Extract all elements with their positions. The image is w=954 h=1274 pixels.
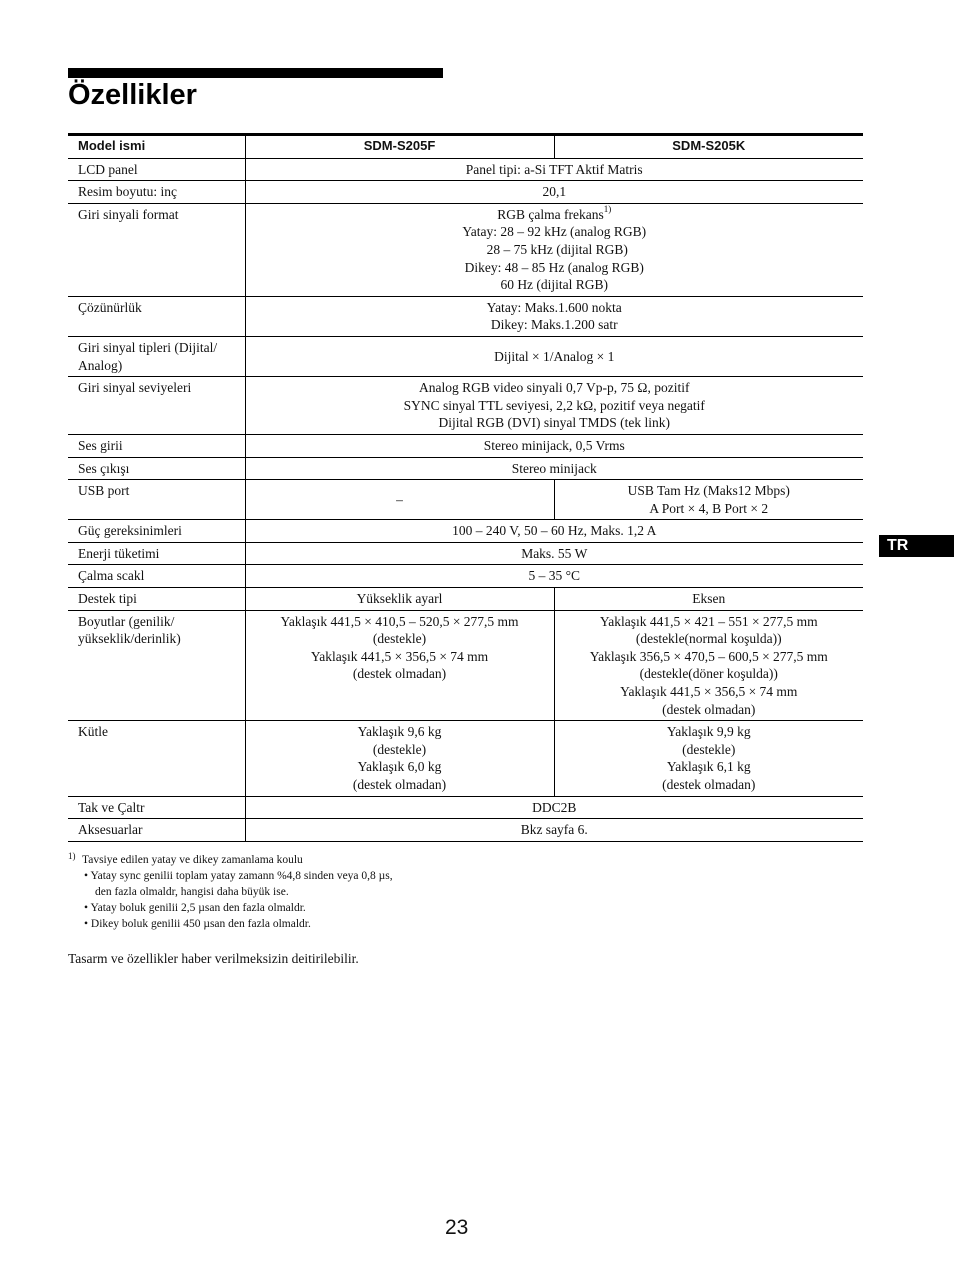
value-line: Yaklaşık 356,5 × 470,5 – 600,5 × 277,5 mm	[589, 648, 828, 664]
footnote-item: • Yatay boluk genilii 2,5 µsan den fazla olmaldr.	[84, 902, 306, 914]
row-label: Giri sinyal tipleri (Dijital/ Analog)	[68, 336, 245, 376]
footnote-head	[68, 852, 568, 868]
row-value-s205f: –	[245, 480, 554, 520]
table-row	[68, 520, 863, 543]
row-label: LCD panel	[68, 158, 245, 181]
value-line: SYNC sinyal TTL seviyesi, 2,2 kΩ, pozitif veya negatif	[403, 397, 705, 413]
row-value: Stereo minijack, 0,5 Vrms	[245, 434, 863, 457]
row-label: Resim boyutu: inç	[68, 181, 245, 204]
table-row	[68, 480, 863, 520]
page-title: Özellikler	[68, 79, 197, 111]
value-line: (destekle(döner koşulda))	[639, 666, 778, 682]
value-line: Yatay: Maks.1.600 nokta	[486, 299, 622, 315]
table-row	[68, 610, 863, 721]
value-line	[250, 206, 860, 224]
table-row	[68, 565, 863, 588]
value-line: Yaklaşık 441,5 × 421 – 551 × 277,5 mm	[599, 613, 818, 629]
header-sdm-s205k: SDM-S205K	[554, 135, 863, 159]
value-line: (destekle(normal koşulda))	[635, 631, 782, 647]
value-line: Dikey: Maks.1.200 satr	[490, 317, 618, 333]
row-label: Boyutlar (genilik/ yükseklik/derinlik)	[68, 610, 245, 721]
table-row	[68, 721, 863, 796]
row-label: Giri sinyal seviyeleri	[68, 377, 245, 435]
table-row	[68, 796, 863, 819]
table-row	[68, 296, 863, 336]
value-line: Analog RGB video sinyali 0,7 Vp-p, 75 Ω, pozitif	[419, 380, 690, 396]
value-line: (destekle)	[372, 741, 427, 757]
row-value-s205f: Yükseklik ayarl	[245, 588, 554, 611]
value-line: A Port × 4, B Port × 2	[649, 500, 769, 516]
row-value: Maks. 55 W	[245, 542, 863, 565]
row-label: Giri sinyali format	[68, 203, 245, 296]
row-value-s205f	[245, 721, 554, 796]
footnote-mark: 1)	[68, 851, 76, 861]
title-rule	[68, 68, 443, 78]
language-tab: TR	[879, 535, 954, 557]
row-label: USB port	[68, 480, 245, 520]
table-row	[68, 434, 863, 457]
table-row	[68, 158, 863, 181]
table-row	[68, 457, 863, 480]
value-line: (destek olmadan)	[662, 701, 756, 717]
row-value: 5 – 35 °C	[245, 565, 863, 588]
row-value: Dijital × 1/Analog × 1	[245, 336, 863, 376]
footnote-item: • Yatay sync genilii toplam yatay zamann %4,8 sinden veya 0,8 µs,	[84, 870, 393, 882]
row-label: Destek tipi	[68, 588, 245, 611]
value-line: 28 – 75 kHz (dijital RGB)	[486, 241, 628, 257]
table-row	[68, 588, 863, 611]
value-line: Yaklaşık 441,5 × 356,5 × 74 mm	[620, 684, 798, 700]
row-value	[245, 296, 863, 336]
table-row	[68, 542, 863, 565]
row-value-s205k	[554, 721, 863, 796]
footnotes	[68, 852, 568, 932]
value-line: (destekle)	[682, 741, 736, 757]
row-label: Aksesuarlar	[68, 819, 245, 842]
value-line: (destek olmadan)	[352, 666, 447, 682]
row-value: 20,1	[245, 181, 863, 204]
row-value: Bkz sayfa 6.	[245, 819, 863, 842]
row-label: Tak ve Çaltr	[68, 796, 245, 819]
value-text: RGB çalma frekans	[497, 206, 604, 222]
row-value: 100 – 240 V, 50 – 60 Hz, Maks. 1,2 A	[245, 520, 863, 543]
header-model-name: Model ismi	[68, 135, 245, 159]
footnote-item-continued: den fazla olmaldr, hangisi daha büyük ise.	[95, 886, 289, 898]
page-number: 23	[445, 1216, 469, 1239]
row-value	[245, 203, 863, 296]
specifications-table	[68, 133, 863, 842]
footnote-item: • Dikey boluk genilii 450 µsan den fazla olmaldr.	[84, 918, 311, 930]
value-line: Yaklaşık 441,5 × 410,5 – 520,5 × 277,5 mm	[280, 613, 519, 629]
row-label: Güç gereksinimleri	[68, 520, 245, 543]
footnote-ref: 1)	[603, 204, 612, 215]
disclaimer-note: Tasarm ve özellikler haber verilmeksizin deitirilebilir.	[68, 951, 359, 966]
table-row	[68, 336, 863, 376]
row-label: Çözünürlük	[68, 296, 245, 336]
table-row	[68, 181, 863, 204]
value-line: Dijital RGB (DVI) sinyal TMDS (tek link)	[438, 415, 670, 431]
row-value	[245, 377, 863, 435]
value-line: Yaklaşık 441,5 × 356,5 × 74 mm	[310, 648, 489, 664]
row-label: Enerji tüketimi	[68, 542, 245, 565]
table-header-row	[68, 135, 863, 159]
table-row	[68, 377, 863, 435]
footnote-text: Tavsiye edilen yatay ve dikey zamanlama koulu	[82, 854, 303, 866]
row-value: DDC2B	[245, 796, 863, 819]
row-value: Panel tipi: a-Si TFT Aktif Matris	[245, 158, 863, 181]
value-line: Yatay: 28 – 92 kHz (analog RGB)	[462, 224, 647, 240]
value-line: Dikey: 48 – 85 Hz (analog RGB)	[464, 259, 644, 275]
value-line: 60 Hz (dijital RGB)	[500, 277, 609, 293]
row-value-s205k	[554, 480, 863, 520]
header-sdm-s205f: SDM-S205F	[245, 135, 554, 159]
row-label: Çalma scakl	[68, 565, 245, 588]
value-line: (destek olmadan)	[662, 777, 756, 792]
value-line: Yaklaşık 6,1 kg	[666, 759, 751, 775]
row-label: Kütle	[68, 721, 245, 796]
table-row	[68, 203, 863, 296]
value-line: Yaklaşık 6,0 kg	[357, 759, 442, 775]
row-value: Stereo minijack	[245, 457, 863, 480]
value-line: Yaklaşık 9,6 kg	[357, 724, 442, 740]
value-line: Yaklaşık 9,9 kg	[666, 724, 751, 740]
value-line: (destek olmadan)	[352, 777, 447, 792]
row-value-s205k: Eksen	[554, 588, 863, 611]
table-row	[68, 819, 863, 842]
row-value-s205f	[245, 610, 554, 721]
row-label: Ses çıkışı	[68, 457, 245, 480]
row-value-s205k	[554, 610, 863, 721]
value-line: USB Tam Hz (Maks12 Mbps)	[627, 483, 790, 499]
value-line: (destekle)	[372, 631, 427, 647]
row-label: Ses girii	[68, 434, 245, 457]
